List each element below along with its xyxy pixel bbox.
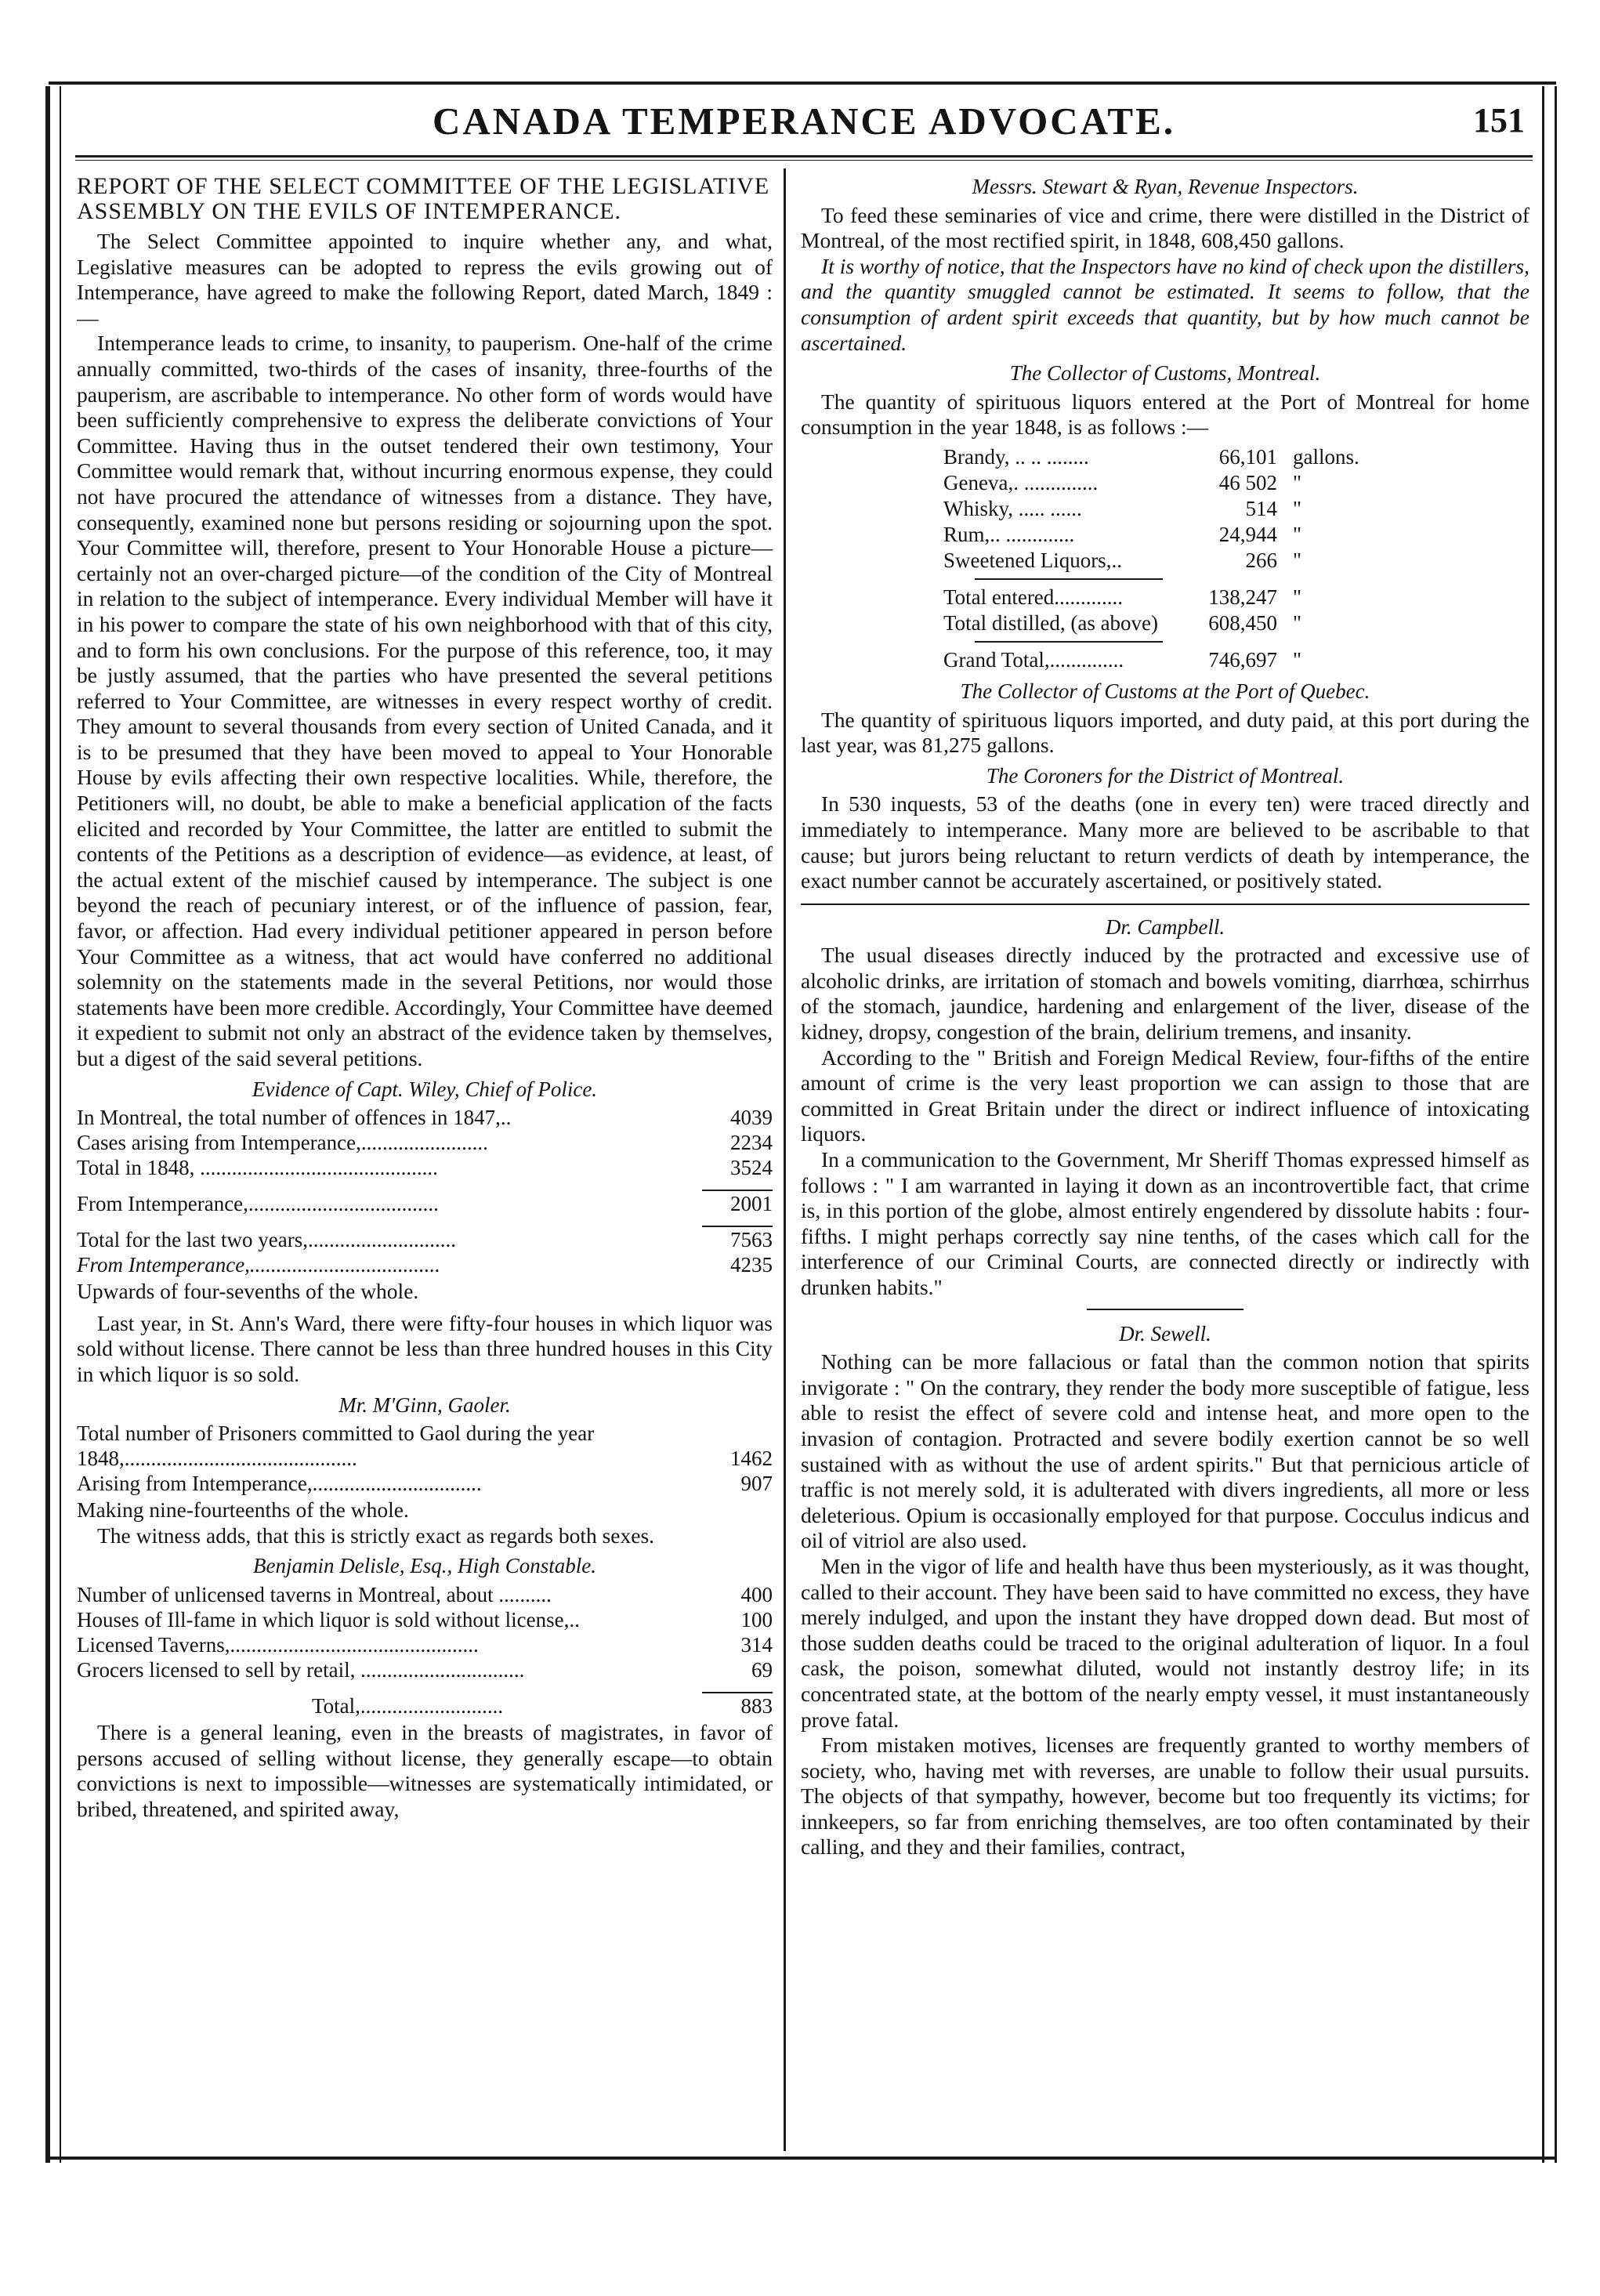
spirit-unit: gallons. bbox=[1293, 444, 1359, 469]
spirit-value: 138,247 bbox=[1208, 585, 1278, 609]
wiley-heading: Evidence of Capt. Wiley, Chief of Police. bbox=[252, 1077, 598, 1101]
report-intro: The Select Committee appointed to inquire whether any, and what, Legislative measures can be adopted to repress the evils growing out of Intemperance, have agreed to make the following Report, dated March, 1849 :— bbox=[77, 229, 773, 330]
table-row bbox=[77, 1582, 773, 1607]
campbell-paragraph-3: In a communication to the Government, Mr Sheriff Thomas expressed himself as follows : " I am warranted in laying it down as an incontrovertible fact, that crime is, in this portion of the globe, almost entirely engendered by dissolute habits : four-fifths. I might perhaps correctly say nine tenths, of the cases which call for the interference of our Criminal Courts, are connected directly or indirectly with drunken habits." bbox=[801, 1147, 1529, 1299]
mcginn-witness: The witness adds, that this is strictly exact as regards both sexes. bbox=[97, 1523, 655, 1548]
sewell-paragraph-1: Nothing can be more fallacious or fatal than the common notion that spirits invigorate : " On the contrary, they render the body more susceptible of fatigue, less able to resist the effect of severe cold and intense heat, and more open to the invasion of contagion. Protracted and severe bodily exertion cannot be so well sustained with as without the use of ardent spirits." But that pernicious article of traffic is not merely sold, it is adulterated with divers ingredients, all more or less deleterious. Opium is occasionally employed for that purpose. Cocculus indicus and oil of vitriol are also used. bbox=[801, 1349, 1529, 1553]
row-label: Number of unlicensed taverns in Montreal, about .......... bbox=[77, 1582, 552, 1606]
wiley-two-years-table bbox=[77, 1226, 773, 1277]
bottom-border-rule bbox=[49, 2157, 1556, 2160]
report-title: REPORT OF THE SELECT COMMITTEE OF THE LEGISLATIVE ASSEMBLY ON THE EVILS OF INTEMPERANCE. bbox=[77, 173, 770, 224]
spirit-unit: " bbox=[1293, 610, 1302, 635]
stewart-paragraph-2: It is worthy of notice, that the Inspectors have no kind of check upon the distillers, and the quantity smuggled cannot be estimated. It seems to follow, that the consumption of ardent spirit exceeds that quantity, but by how much cannot be ascertained. bbox=[801, 253, 1529, 355]
stewart-paragraph-1: To feed these seminaries of vice and crime, there were distilled in the District of Montreal, of the most rectified spirit, in 1848, 608,450 gallons. bbox=[801, 202, 1529, 253]
campbell-paragraph-1: The usual diseases directly induced by the protracted and excessive use of alcoholic drinks, are irritation of stomach and bowels vomiting, diarrhœa, schirrhus of the stomach, jaundice, hardening and enlargement of the liver, disease of the kidney, dropsy, congestion of the brain, delirium tremens, and insanity. bbox=[801, 943, 1529, 1045]
table-row bbox=[77, 1471, 773, 1496]
row-label: Houses of Ill-fame in which liquor is sold without license,.. bbox=[77, 1607, 580, 1631]
row-label: In Montreal, the total number of offences in 1847,.. bbox=[77, 1106, 512, 1130]
row-value: 2001 bbox=[702, 1190, 773, 1216]
table-row bbox=[77, 1632, 773, 1657]
table-row bbox=[77, 1657, 773, 1682]
spirit-value: 746,697 bbox=[1208, 647, 1278, 672]
spirit-unit: " bbox=[1293, 496, 1302, 520]
table-row bbox=[77, 1607, 773, 1632]
customs-heading: The Collector of Customs, Montreal. bbox=[1009, 361, 1321, 386]
table-row bbox=[943, 549, 1359, 573]
spirit-value: 46 502 bbox=[1218, 470, 1278, 494]
table-row bbox=[77, 1190, 773, 1216]
table-row bbox=[943, 648, 1359, 672]
table-row bbox=[77, 1226, 773, 1252]
table-row bbox=[77, 1421, 773, 1471]
page-number: 151 bbox=[1473, 101, 1525, 139]
delisle-total-table bbox=[77, 1692, 773, 1718]
sum-rule bbox=[975, 641, 1163, 643]
wiley-table bbox=[77, 1105, 773, 1180]
coroners-heading: The Coroners for the District of Montreal. bbox=[986, 763, 1345, 788]
quebec-heading: The Collector of Customs at the Port of Quebec. bbox=[960, 679, 1370, 703]
row-value: 400 bbox=[740, 1582, 773, 1606]
header-rule-thin bbox=[75, 160, 1533, 161]
left-inner-border-rule bbox=[60, 86, 61, 2163]
row-value: 69 bbox=[751, 1657, 773, 1682]
table-row bbox=[943, 585, 1359, 610]
spirit-name: Brandy, .. .. ........ bbox=[943, 444, 1089, 469]
row-value: 100 bbox=[740, 1607, 773, 1631]
spirit-name: Sweetened Liquors,.. bbox=[943, 548, 1122, 572]
wiley-note: Upwards of four-sevenths of the whole. bbox=[77, 1279, 419, 1304]
spirit-unit: " bbox=[1293, 470, 1302, 494]
spirit-name: Total distilled, (as above) bbox=[943, 610, 1159, 635]
campbell-heading: Dr. Campbell. bbox=[1105, 914, 1225, 939]
spirit-unit: " bbox=[1293, 522, 1302, 546]
spirit-name: Grand Total,.............. bbox=[943, 647, 1124, 672]
row-label: From Intemperance,.................................... bbox=[77, 1192, 439, 1216]
sewell-paragraph-3: From mistaken motives, licenses are frequently granted to worthy members of society, who, having met with reverses, are unable to follow their usual pursuits. The objects of that sympathy, however, become but too frequently its victims; for innkeepers, so far from enriching themselves, are too often contaminated by their calling, and they and their families, contract, bbox=[801, 1733, 1529, 1860]
top-border-rule bbox=[49, 81, 1556, 85]
row-value: 7563 bbox=[702, 1226, 773, 1252]
masthead bbox=[75, 92, 1533, 149]
campbell-paragraph-2: According to the " British and Foreign Medical Review, four-fifths of the entire amount of crime is the very least proportion we can assign to those that are committed in Great Britain under the direct or indirect influence of intoxicating liquors. bbox=[801, 1045, 1529, 1146]
row-label: Total,........................... bbox=[312, 1693, 504, 1718]
left-column bbox=[77, 174, 773, 1822]
spirit-value: 608,450 bbox=[1208, 610, 1278, 635]
spirit-name: Geneva,. .............. bbox=[943, 470, 1099, 494]
table-row bbox=[943, 471, 1359, 495]
row-label: Total number of Prisoners committed to Gaol during the year 1848,............................................ bbox=[77, 1421, 595, 1471]
sewell-paragraph-2: Men in the vigor of life and health have thus been mysteriously, as it was thought, called to their account. They have been said to have committed no excess, they have merely indulged, and upon the instant they have dropped down dead. But most of those sudden deaths could be traced to the original adulteration of liquor. In a foul cask, the poison, somewhat diluted, would not instantly destroy life; in its concentrated state, at the bottom of the nearly empty vessel, it must instantaneously prove fatal. bbox=[801, 1553, 1529, 1732]
row-label: From Intemperance,.................................... bbox=[77, 1253, 440, 1277]
sum-rule bbox=[975, 578, 1163, 580]
right-column bbox=[801, 174, 1529, 1860]
header-rule bbox=[75, 155, 1533, 158]
table-row bbox=[943, 497, 1359, 521]
row-value: 2234 bbox=[730, 1131, 773, 1155]
delisle-table bbox=[77, 1582, 773, 1682]
spirit-value: 24,944 bbox=[1218, 522, 1278, 546]
spirit-value: 514 bbox=[1245, 496, 1278, 520]
table-row bbox=[77, 1105, 773, 1130]
right-inner-border-rule bbox=[1542, 86, 1544, 2163]
mcginn-table bbox=[77, 1421, 773, 1496]
quebec-paragraph: The quantity of spirituous liquors imported, and duty paid, at this port during the last year, was 81,275 gallons. bbox=[801, 707, 1529, 758]
spirit-unit: " bbox=[1293, 647, 1302, 672]
row-label: Arising from Intemperance,................................ bbox=[77, 1472, 482, 1496]
table-row bbox=[77, 1252, 773, 1277]
spirit-name: Total entered............. bbox=[943, 585, 1124, 609]
publication-title: CANADA TEMPERANCE ADVOCATE. bbox=[432, 100, 1176, 143]
section-rule bbox=[1087, 1309, 1243, 1310]
mcginn-heading: Mr. M'Ginn, Gaoler. bbox=[338, 1392, 511, 1417]
left-border-rule bbox=[45, 86, 50, 2163]
row-value: 907 bbox=[740, 1472, 773, 1496]
spirit-unit: " bbox=[1293, 548, 1302, 572]
coroners-paragraph: In 530 inquests, 53 of the deaths (one in every ten) were traced directly and immediately to intemperance. Many more are believed to be ascribable to that cause; but jurors being reluctant to return verdicts of death by intemperance, the exact number cannot be accurately ascertained, or positively stated. bbox=[801, 791, 1529, 893]
row-label: Cases arising from Intemperance,........................ bbox=[77, 1131, 488, 1155]
spirit-value: 266 bbox=[1245, 548, 1278, 572]
table-row bbox=[943, 445, 1359, 469]
row-value: 4235 bbox=[730, 1253, 773, 1277]
sewell-heading: Dr. Sewell. bbox=[1119, 1321, 1211, 1345]
table-row bbox=[77, 1130, 773, 1155]
right-border-rule bbox=[1555, 86, 1557, 2163]
report-body: Intemperance leads to crime, to insanity, to pauperism. One-half of the crime annually committed, two-thirds of the cases of insanity, three-fourths of the pauperism, are ascribable to intemperance. No other form of words would have been sufficiently comprehensive to express the deliberate convictions of Your Committee. Having thus in the outset tendered their own testimony, Your Committee would remark that, without incurring enormous expense, they could not have procured the attendance of witnesses from a distance. They have, consequently, examined none but persons residing or sojourning upon the spot. Your Committee will, therefore, present to Your Honorable House a picture—certainly not an over-charged picture—of the condition of the City of Montreal in relation to the subject of intemperance. Every individual Member will have it in his power to compare the state of his own neighborhood with that of this city, and to form his own conclusions. For the purpose of this reference, too, it may be justly assumed, that the parties who have presented the several petitions referred to Your Committee, are witnesses in every respect worthy of credit. They amount to several thousands from every section of United Canada, and it is to be presumed that they have been moved to appeal to Your Honorable House by evils affecting their own respective localities. While, therefore, the Petitioners will, no doubt, be able to make a beneficial application of the facts elicited and recorded by Your Committee, the latter are entitled to submit the contents of the Petitions as a description of evidence—as evidence, at least, of the actual extent of the mischief caused by intemperance. The subject is one beyond the reach of pecuniary interest, or of the influence of passion, fear, favor, or affection. Had every individual petitioner appeared in person before Your Committee as a witness, that act would have conferred no additional solemnity on the statements made in the several Petitions, nor would those statements have been more credible. Accordingly, Your Committee have deemed it expedient to submit not only an abstract of the evidence taken by themselves, but a digest of the said several petitions. bbox=[77, 331, 773, 1070]
row-value: 4039 bbox=[730, 1106, 773, 1130]
wiley-from-table bbox=[77, 1190, 773, 1216]
table-row bbox=[943, 611, 1359, 636]
spirit-name: Rum,.. ............. bbox=[943, 522, 1075, 546]
spirit-name: Whisky, ..... ...... bbox=[943, 496, 1082, 520]
row-label: Total in 1848, ............................................. bbox=[77, 1156, 438, 1180]
st-ann-paragraph: Last year, in St. Ann's Ward, there were fifty-four houses in which liquor was sold without license. There cannot be less than three hundred houses in this City in which liquor is so sold. bbox=[77, 1310, 773, 1386]
spirit-value: 66,101 bbox=[1218, 444, 1278, 469]
row-value: 3524 bbox=[730, 1156, 773, 1180]
row-label: Grocers licensed to sell by retail, ............................... bbox=[77, 1657, 525, 1682]
row-label: Licensed Taverns,............................................... bbox=[77, 1632, 479, 1657]
row-label: Total for the last two years,............................ bbox=[77, 1228, 457, 1252]
spirit-unit: " bbox=[1293, 585, 1302, 609]
column-separator bbox=[784, 168, 786, 2151]
delisle-heading: Benjamin Delisle, Esq., High Constable. bbox=[253, 1554, 596, 1578]
stewart-heading: Messrs. Stewart & Ryan, Revenue Inspectors. bbox=[972, 175, 1359, 198]
row-value: 883 bbox=[702, 1693, 773, 1718]
section-rule bbox=[801, 904, 1529, 905]
mcginn-note: Making nine-fourteenths of the whole. bbox=[77, 1497, 409, 1523]
closing-paragraph: There is a general leaning, even in the breasts of magistrates, in favor of persons accused of selling without license, they generally escape—to obtain convictions is next to impossible—witnesses are systematically intimidated, or bribed, threatened, and spirited away, bbox=[77, 1719, 773, 1821]
row-value: 314 bbox=[740, 1632, 773, 1657]
table-row bbox=[943, 523, 1359, 547]
customs-paragraph: The quantity of spirituous liquors entered at the Port of Montreal for home consumption in the year 1848, is as follows :— bbox=[801, 389, 1529, 440]
table-row bbox=[77, 1155, 773, 1180]
spirits-table bbox=[942, 444, 1361, 674]
table-row bbox=[77, 1693, 773, 1718]
row-value: 1462 bbox=[730, 1447, 773, 1471]
